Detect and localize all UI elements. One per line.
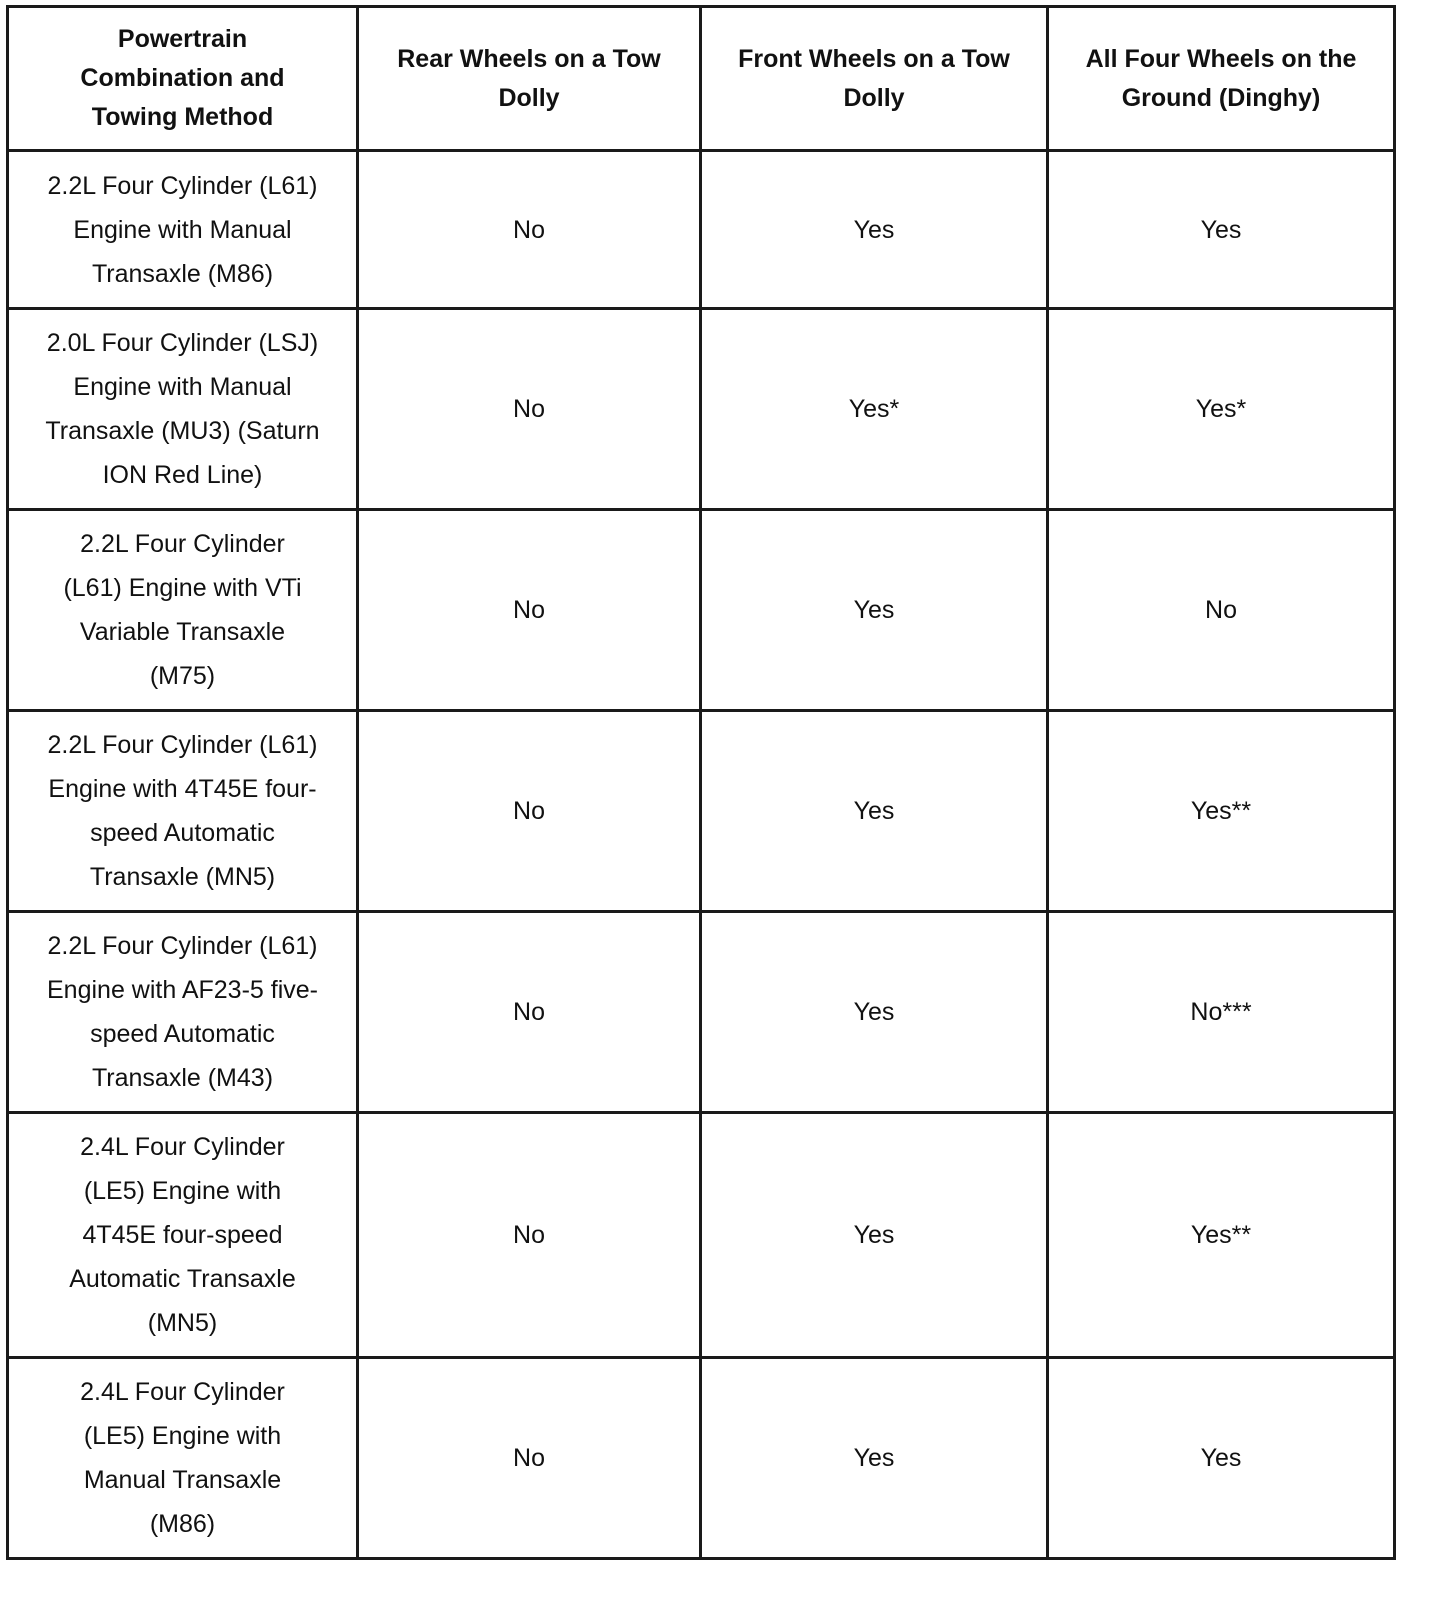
powertrain-cell: 2.2L Four Cylinder (L61) Engine with Manual Transaxle (M86) (8, 151, 358, 309)
rear-dolly-cell: No (358, 1113, 701, 1358)
powertrain-cell: 2.0L Four Cylinder (LSJ) Engine with Manual Transaxle (MU3) (Saturn ION Red Line) (8, 309, 358, 510)
front-dolly-cell: Yes (701, 1358, 1048, 1559)
front-dolly-cell: Yes (701, 711, 1048, 912)
front-dolly-cell: Yes (701, 151, 1048, 309)
front-dolly-cell: Yes (701, 510, 1048, 711)
rear-dolly-cell: No (358, 912, 701, 1113)
table-row (8, 510, 1395, 711)
rear-dolly-cell: No (358, 309, 701, 510)
header-dinghy: All Four Wheels on the Ground (Dinghy) (1048, 7, 1395, 151)
table-row (8, 309, 1395, 510)
rear-dolly-cell: No (358, 510, 701, 711)
dinghy-cell: Yes (1048, 151, 1395, 309)
header-front-dolly: Front Wheels on a Tow Dolly (701, 7, 1048, 151)
header-row (8, 7, 1395, 151)
powertrain-cell: 2.2L Four Cylinder (L61) Engine with 4T45E four-speed Automatic Transaxle (MN5) (8, 711, 358, 912)
front-dolly-cell: Yes* (701, 309, 1048, 510)
rear-dolly-cell: No (358, 1358, 701, 1559)
dinghy-cell: No*** (1048, 912, 1395, 1113)
table-row (8, 151, 1395, 309)
powertrain-cell: 2.2L Four Cylinder (L61) Engine with AF23-5 five-speed Automatic Transaxle (M43) (8, 912, 358, 1113)
dinghy-cell: Yes (1048, 1358, 1395, 1559)
front-dolly-cell: Yes (701, 1113, 1048, 1358)
powertrain-cell: 2.4L Four Cylinder (LE5) Engine with Manual Transaxle (M86) (8, 1358, 358, 1559)
table-row (8, 1358, 1395, 1559)
rear-dolly-cell: No (358, 711, 701, 912)
powertrain-cell: 2.2L Four Cylinder (L61) Engine with VTi Variable Transaxle (M75) (8, 510, 358, 711)
front-dolly-cell: Yes (701, 912, 1048, 1113)
dinghy-cell: No (1048, 510, 1395, 711)
dinghy-cell: Yes** (1048, 711, 1395, 912)
header-rear-dolly: Rear Wheels on a Tow Dolly (358, 7, 701, 151)
towing-table (6, 5, 1396, 1560)
rear-dolly-cell: No (358, 151, 701, 309)
dinghy-cell: Yes* (1048, 309, 1395, 510)
table-row (8, 711, 1395, 912)
dinghy-cell: Yes** (1048, 1113, 1395, 1358)
header-powertrain: Powertrain Combination and Towing Method (8, 7, 358, 151)
table-row (8, 912, 1395, 1113)
table-row (8, 1113, 1395, 1358)
powertrain-cell: 2.4L Four Cylinder (LE5) Engine with 4T45E four-speed Automatic Transaxle (MN5) (8, 1113, 358, 1358)
